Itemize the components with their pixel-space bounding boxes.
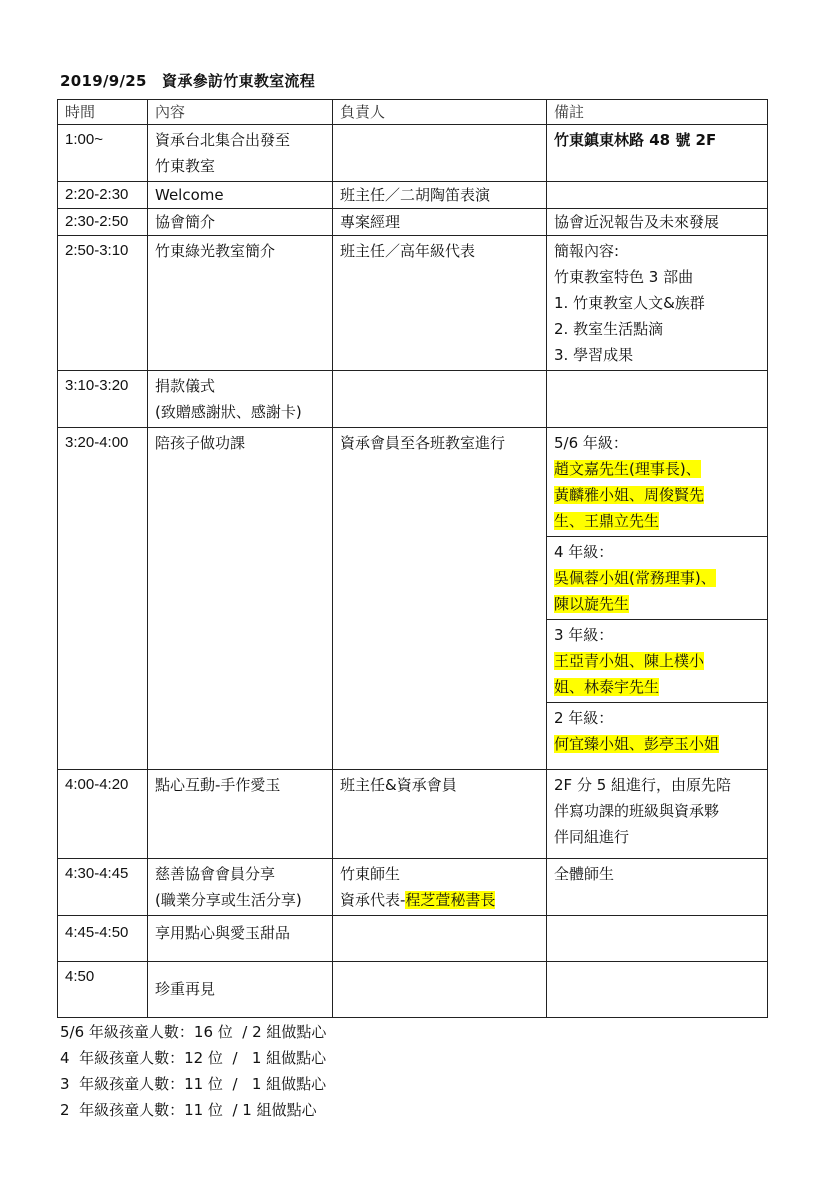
note-cell xyxy=(547,916,768,962)
table-row xyxy=(58,182,768,209)
content-line: 竹東教室 xyxy=(155,157,216,175)
highlighted-name: 黃麟雅小姐、周俊賢先 xyxy=(554,486,705,504)
note-cell xyxy=(547,236,768,371)
person-cell xyxy=(333,859,547,916)
time-cell: 3:20-4:00 xyxy=(58,428,148,770)
time-cell: 2:30-2:50 xyxy=(58,209,148,236)
highlighted-name: 陳以旋先生 xyxy=(554,595,630,613)
content-cell: Welcome xyxy=(148,182,333,209)
note-line: 伴寫功課的班級與資承夥 xyxy=(554,802,720,820)
content-line: 捐款儀式 xyxy=(155,377,216,395)
content-line: 慈善協會會員分享 xyxy=(155,865,276,883)
person-cell: 專案經理 xyxy=(333,209,547,236)
time-cell: 1:00~ xyxy=(58,125,148,182)
header-content: 內容 xyxy=(148,100,333,125)
note-line: 2. 教室生活點滴 xyxy=(554,320,664,338)
person-cell xyxy=(333,125,547,182)
time-cell: 4:30-4:45 xyxy=(58,859,148,916)
group-label: 5/6 年級： xyxy=(554,434,628,452)
note-cell xyxy=(547,125,768,182)
table-header-row xyxy=(58,100,768,125)
table-row xyxy=(58,371,768,428)
content-line: (職業分享或生活分享) xyxy=(155,891,302,909)
note-line: 3 年級孩童人數：11 位 / 1 組做點心 xyxy=(60,1075,327,1093)
note-line: 2 年級孩童人數：11 位 / 1 組做點心 xyxy=(60,1101,317,1119)
note-line: 簡報內容: xyxy=(554,242,620,260)
table-row xyxy=(58,125,768,182)
note-line: 2F 分 5 組進行，由原先陪 xyxy=(554,776,732,794)
person-cell: 班主任／高年級代表 xyxy=(333,236,547,371)
table-row xyxy=(58,859,768,916)
person-line: 竹東師生 xyxy=(340,865,401,883)
content-line: (致贈感謝狀、感謝卡) xyxy=(155,403,302,421)
content-cell xyxy=(148,859,333,916)
time-cell: 4:50 xyxy=(58,962,148,1018)
person-cell xyxy=(333,371,547,428)
time-cell: 4:00-4:20 xyxy=(58,770,148,859)
highlighted-name: 何宜臻小姐、彭亭玉小姐 xyxy=(554,735,720,753)
note-line: 5/6 年級孩童人數：16 位 / 2 組做點心 xyxy=(60,1023,327,1041)
table-row xyxy=(58,428,768,537)
note-line: 4 年級孩童人數：12 位 / 1 組做點心 xyxy=(60,1049,327,1067)
person-prefix: 資承代表- xyxy=(340,891,406,909)
note-cell xyxy=(547,371,768,428)
children-count-notes xyxy=(60,1019,326,1123)
header-person: 負責人 xyxy=(333,100,547,125)
highlighted-name: 吳佩蓉小姐(常務理事)、 xyxy=(554,569,716,587)
content-cell: 點心互動-手作愛玉 xyxy=(148,770,333,859)
content-cell: 協會簡介 xyxy=(148,209,333,236)
note-cell: 全體師生 xyxy=(547,859,768,916)
group-cell-3 xyxy=(547,620,768,703)
person-cell: 資承會員至各班教室進行 xyxy=(333,428,547,770)
table-row xyxy=(58,209,768,236)
content-cell: 竹東綠光教室簡介 xyxy=(148,236,333,371)
group-cell-56 xyxy=(547,428,768,537)
content-cell xyxy=(148,125,333,182)
highlighted-name: 生、王鼎立先生 xyxy=(554,512,660,530)
group-label: 2 年級： xyxy=(554,709,614,727)
header-time: 時間 xyxy=(58,100,148,125)
person-cell: 班主任／二胡陶笛表演 xyxy=(333,182,547,209)
time-cell: 4:45-4:50 xyxy=(58,916,148,962)
table-row xyxy=(58,962,768,1018)
content-cell xyxy=(148,371,333,428)
group-label: 3 年級： xyxy=(554,626,614,644)
note-line: 1. 竹東教室人文&族群 xyxy=(554,294,705,312)
content-cell: 陪孩子做功課 xyxy=(148,428,333,770)
table-row xyxy=(58,770,768,859)
note-line: 伴同組進行 xyxy=(554,828,630,846)
document-title: 2019/9/25 資承參訪竹東教室流程 xyxy=(60,72,316,90)
time-cell: 2:50-3:10 xyxy=(58,236,148,371)
content-line: 珍重再見 xyxy=(155,980,216,998)
time-cell: 3:10-3:20 xyxy=(58,371,148,428)
person-cell: 班主任&資承會員 xyxy=(333,770,547,859)
note-line: 竹東教室特色 3 部曲 xyxy=(554,268,694,286)
table-row xyxy=(58,916,768,962)
content-cell: 享用點心與愛玉甜品 xyxy=(148,916,333,962)
address-text: 竹東鎮東林路 48 號 2F xyxy=(554,131,717,149)
note-cell xyxy=(547,770,768,859)
time-cell: 2:20-2:30 xyxy=(58,182,148,209)
person-cell xyxy=(333,916,547,962)
highlighted-name: 姐、林泰宇先生 xyxy=(554,678,660,696)
content-line: 資承台北集合出發至 xyxy=(155,131,291,149)
group-label: 4 年級： xyxy=(554,543,614,561)
content-cell xyxy=(148,962,333,1018)
group-cell-2 xyxy=(547,703,768,770)
header-note: 備註 xyxy=(547,100,768,125)
highlighted-name: 王亞青小姐、陳上樸小 xyxy=(554,652,705,670)
person-cell xyxy=(333,962,547,1018)
note-cell: 協會近況報告及未來發展 xyxy=(547,209,768,236)
note-line: 3. 學習成果 xyxy=(554,346,634,364)
note-cell xyxy=(547,182,768,209)
note-cell xyxy=(547,962,768,1018)
schedule-table xyxy=(57,99,768,1018)
highlighted-name: 趙文嘉先生(理事長)、 xyxy=(554,460,701,478)
highlighted-name: 程芝萱秘書長 xyxy=(405,891,496,909)
group-cell-4 xyxy=(547,537,768,620)
table-row xyxy=(58,236,768,371)
